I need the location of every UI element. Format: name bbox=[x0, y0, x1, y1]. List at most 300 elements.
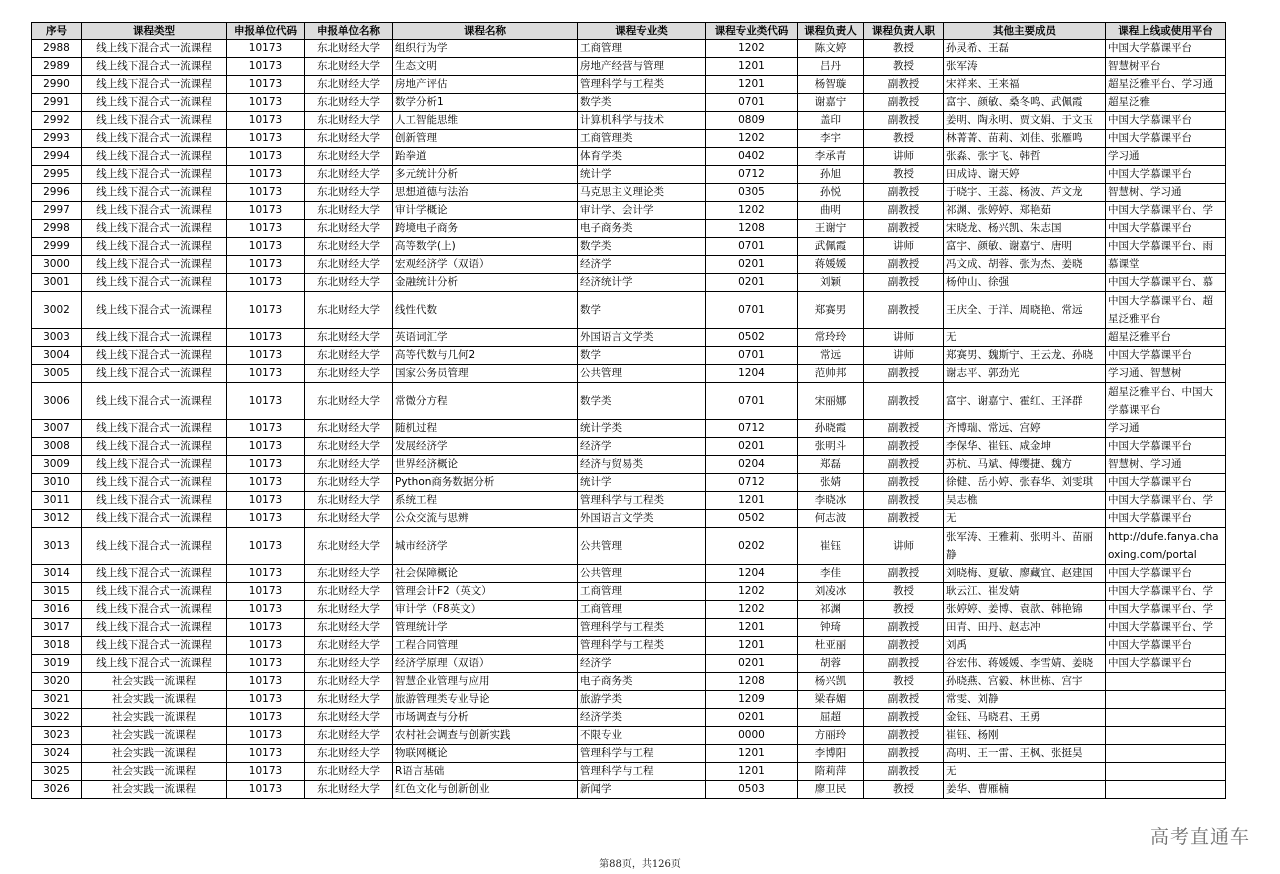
table-cell: 副教授 bbox=[864, 420, 944, 438]
table-row bbox=[32, 58, 1226, 76]
table-row bbox=[32, 474, 1226, 492]
table-cell: 刘颖 bbox=[798, 274, 864, 292]
table-cell: 10173 bbox=[227, 727, 305, 745]
table-cell: 超星泛雅平台、学习通 bbox=[1106, 76, 1226, 94]
table-cell: 学习通 bbox=[1106, 420, 1226, 438]
table-cell: 3010 bbox=[32, 474, 82, 492]
table-cell: 线上线下混合式一流课程 bbox=[82, 565, 227, 583]
table-cell: 10173 bbox=[227, 148, 305, 166]
table-cell: 思想道德与法治 bbox=[393, 184, 578, 202]
table-cell: 1201 bbox=[706, 745, 798, 763]
table-cell: 10173 bbox=[227, 619, 305, 637]
table-cell: 崔钰、杨刚 bbox=[944, 727, 1106, 745]
table-cell: 张婷婷、姜博、袁歆、韩艳锦 bbox=[944, 601, 1106, 619]
table-cell: 线上线下混合式一流课程 bbox=[82, 329, 227, 347]
table-row bbox=[32, 202, 1226, 220]
table-cell: 谢志平、郭劲光 bbox=[944, 365, 1106, 383]
table-cell: 管理会计F2（英文） bbox=[393, 583, 578, 601]
table-cell: 线上线下混合式一流课程 bbox=[82, 256, 227, 274]
table-cell: 线上线下混合式一流课程 bbox=[82, 601, 227, 619]
table-cell: 东北财经大学 bbox=[305, 256, 393, 274]
table-cell: 3023 bbox=[32, 727, 82, 745]
table-row bbox=[32, 184, 1226, 202]
table-cell: 副教授 bbox=[864, 565, 944, 583]
table-cell: 孙晓霞 bbox=[798, 420, 864, 438]
table-cell: 郑磊 bbox=[798, 456, 864, 474]
table-cell: 10173 bbox=[227, 166, 305, 184]
table-cell: 中国大学慕课平台、学 bbox=[1106, 619, 1226, 637]
table-cell: 东北财经大学 bbox=[305, 637, 393, 655]
table-cell: 农村社会调查与创新实践 bbox=[393, 727, 578, 745]
table-cell: 数学类 bbox=[578, 383, 706, 420]
table-cell: 郑赛男 bbox=[798, 292, 864, 329]
table-cell: 组织行为学 bbox=[393, 40, 578, 58]
table-cell: 1201 bbox=[706, 492, 798, 510]
table-cell: 社会实践一流课程 bbox=[82, 673, 227, 691]
table-cell: 1204 bbox=[706, 365, 798, 383]
table-body bbox=[32, 40, 1226, 799]
table-cell: 电子商务类 bbox=[578, 220, 706, 238]
table-cell: 1201 bbox=[706, 637, 798, 655]
table-cell: 讲师 bbox=[864, 148, 944, 166]
table-cell: Python商务数据分析 bbox=[393, 474, 578, 492]
table-cell: 经济学 bbox=[578, 655, 706, 673]
table-cell: 统计学 bbox=[578, 166, 706, 184]
table-cell: 中国大学慕课平台 bbox=[1106, 220, 1226, 238]
table-cell: 管理科学与工程类 bbox=[578, 76, 706, 94]
table-cell: 富宇、谢嘉宁、霍红、王泽群 bbox=[944, 383, 1106, 420]
table-cell: 副教授 bbox=[864, 184, 944, 202]
table-cell: 超星泛雅 bbox=[1106, 94, 1226, 112]
table-cell: 1204 bbox=[706, 565, 798, 583]
table-cell: 东北财经大学 bbox=[305, 274, 393, 292]
table-cell: 超星泛雅平台、中国大学慕课平台 bbox=[1106, 383, 1226, 420]
table-row bbox=[32, 655, 1226, 673]
table-cell: 0201 bbox=[706, 274, 798, 292]
watermark: 高考直通车 bbox=[1149, 826, 1250, 848]
table-cell: 工商管理 bbox=[578, 583, 706, 601]
table-cell: 徐健、岳小婷、张春华、刘雯琪 bbox=[944, 474, 1106, 492]
table-cell bbox=[1106, 745, 1226, 763]
table-row bbox=[32, 148, 1226, 166]
table-cell: 线上线下混合式一流课程 bbox=[82, 274, 227, 292]
header-cell: 课程上线或使用平台 bbox=[1106, 23, 1226, 40]
table-cell: 副教授 bbox=[864, 637, 944, 655]
table-cell: 0502 bbox=[706, 510, 798, 528]
table-cell: 副教授 bbox=[864, 274, 944, 292]
table-row bbox=[32, 383, 1226, 420]
table-cell: 3015 bbox=[32, 583, 82, 601]
table-cell: 教授 bbox=[864, 58, 944, 76]
table-cell: 社会实践一流课程 bbox=[82, 709, 227, 727]
table-cell: 副教授 bbox=[864, 76, 944, 94]
table-cell: 3022 bbox=[32, 709, 82, 727]
table-cell: 0305 bbox=[706, 184, 798, 202]
table-cell: 房地产评估 bbox=[393, 76, 578, 94]
table-cell: 副教授 bbox=[864, 202, 944, 220]
table-row bbox=[32, 166, 1226, 184]
table-cell: 智慧树、学习通 bbox=[1106, 456, 1226, 474]
table-cell: 崔钰 bbox=[798, 528, 864, 565]
table-cell: 不限专业 bbox=[578, 727, 706, 745]
table-cell: 电子商务类 bbox=[578, 673, 706, 691]
table-cell: 林菁菁、苗莉、刘佳、张雁鸣 bbox=[944, 130, 1106, 148]
table-cell: 学习通 bbox=[1106, 148, 1226, 166]
table-cell: 3005 bbox=[32, 365, 82, 383]
table-cell: 姜华、曹雁楠 bbox=[944, 781, 1106, 799]
table-cell: 2990 bbox=[32, 76, 82, 94]
table-cell: 线上线下混合式一流课程 bbox=[82, 166, 227, 184]
table-cell: 东北财经大学 bbox=[305, 420, 393, 438]
table-cell: 3024 bbox=[32, 745, 82, 763]
table-cell: 0701 bbox=[706, 347, 798, 365]
table-cell: 教授 bbox=[864, 781, 944, 799]
table-cell: 常玲玲 bbox=[798, 329, 864, 347]
table-cell: 杨智璇 bbox=[798, 76, 864, 94]
table-cell: 2999 bbox=[32, 238, 82, 256]
table-cell: 中国大学慕课平台 bbox=[1106, 438, 1226, 456]
table-cell: 房地产经营与管理 bbox=[578, 58, 706, 76]
table-cell: 李承青 bbox=[798, 148, 864, 166]
table-cell: 东北财经大学 bbox=[305, 383, 393, 420]
table-cell: 社会实践一流课程 bbox=[82, 763, 227, 781]
table-cell: 管理科学与工程 bbox=[578, 745, 706, 763]
table-cell: 经济学 bbox=[578, 438, 706, 456]
table-cell: 0701 bbox=[706, 292, 798, 329]
table-cell: 随机过程 bbox=[393, 420, 578, 438]
table-cell: 1208 bbox=[706, 220, 798, 238]
table-cell: 孙灵希、王磊 bbox=[944, 40, 1106, 58]
table-cell: 副教授 bbox=[864, 619, 944, 637]
table-cell: 高等代数与几何2 bbox=[393, 347, 578, 365]
table-cell: 世界经济概论 bbox=[393, 456, 578, 474]
table-cell: http://dufe.fanya.chaoxing.com/portal bbox=[1106, 528, 1226, 565]
table-cell: 管理科学与工程类 bbox=[578, 492, 706, 510]
table-cell: 10173 bbox=[227, 365, 305, 383]
table-cell: 东北财经大学 bbox=[305, 365, 393, 383]
table-cell: 东北财经大学 bbox=[305, 601, 393, 619]
table-row bbox=[32, 510, 1226, 528]
table-cell: 东北财经大学 bbox=[305, 112, 393, 130]
table-cell: 讲师 bbox=[864, 347, 944, 365]
table-cell: 0204 bbox=[706, 456, 798, 474]
table-cell: 张婧 bbox=[798, 474, 864, 492]
table-cell: 蒋媛媛 bbox=[798, 256, 864, 274]
table-cell: 10173 bbox=[227, 383, 305, 420]
table-cell: 范帅邦 bbox=[798, 365, 864, 383]
table-cell: 东北财经大学 bbox=[305, 40, 393, 58]
table-cell: 数学类 bbox=[578, 94, 706, 112]
header-cell: 课程负责人职 bbox=[864, 23, 944, 40]
table-cell: 智慧树、学习通 bbox=[1106, 184, 1226, 202]
table-cell: 李佳 bbox=[798, 565, 864, 583]
table-cell: 统计学类 bbox=[578, 420, 706, 438]
table-cell: 张军涛、王雅莉、张明斗、苗丽静 bbox=[944, 528, 1106, 565]
table-cell: 谢嘉宁 bbox=[798, 94, 864, 112]
table-cell: 10173 bbox=[227, 184, 305, 202]
table-cell: 曲明 bbox=[798, 202, 864, 220]
table-cell: 经济统计学 bbox=[578, 274, 706, 292]
table-cell: 10173 bbox=[227, 709, 305, 727]
table-cell: 3017 bbox=[32, 619, 82, 637]
table-cell: 线上线下混合式一流课程 bbox=[82, 492, 227, 510]
table-cell: 10173 bbox=[227, 292, 305, 329]
table-cell: 2991 bbox=[32, 94, 82, 112]
table-cell: 祁渊 bbox=[798, 601, 864, 619]
table-cell: 0503 bbox=[706, 781, 798, 799]
table-cell: 东北财经大学 bbox=[305, 329, 393, 347]
table-cell: 智慧树平台 bbox=[1106, 58, 1226, 76]
table-cell: 1202 bbox=[706, 40, 798, 58]
table-cell: 数学 bbox=[578, 292, 706, 329]
table-cell: 2988 bbox=[32, 40, 82, 58]
table-row bbox=[32, 40, 1226, 58]
table-cell: 副教授 bbox=[864, 383, 944, 420]
table-cell: 东北财经大学 bbox=[305, 583, 393, 601]
table-cell: 10173 bbox=[227, 329, 305, 347]
header-cell: 课程类型 bbox=[82, 23, 227, 40]
table-cell: 10173 bbox=[227, 130, 305, 148]
table-cell: 王谢宁 bbox=[798, 220, 864, 238]
table-cell: 东北财经大学 bbox=[305, 619, 393, 637]
table-cell: 中国大学慕课平台 bbox=[1106, 474, 1226, 492]
table-cell: 讲师 bbox=[864, 329, 944, 347]
table-cell: 线上线下混合式一流课程 bbox=[82, 365, 227, 383]
table-cell: 国家公务员管理 bbox=[393, 365, 578, 383]
table-cell: 吴志樵 bbox=[944, 492, 1106, 510]
table-cell: 齐博瑞、常远、宫婷 bbox=[944, 420, 1106, 438]
table-cell: 0000 bbox=[706, 727, 798, 745]
table-cell: 经济学 bbox=[578, 256, 706, 274]
table-cell: 3007 bbox=[32, 420, 82, 438]
table-cell: 审计学、会计学 bbox=[578, 202, 706, 220]
table-cell: 工程合同管理 bbox=[393, 637, 578, 655]
table-cell: 线上线下混合式一流课程 bbox=[82, 510, 227, 528]
table-cell: 3026 bbox=[32, 781, 82, 799]
table-cell: 东北财经大学 bbox=[305, 474, 393, 492]
table-cell: 中国大学慕课平台 bbox=[1106, 637, 1226, 655]
table-cell: 数学 bbox=[578, 347, 706, 365]
table-cell: 金钰、马晓君、王勇 bbox=[944, 709, 1106, 727]
table-cell: 10173 bbox=[227, 565, 305, 583]
table-row bbox=[32, 456, 1226, 474]
table-row bbox=[32, 637, 1226, 655]
table-cell: 副教授 bbox=[864, 94, 944, 112]
table-cell: 10173 bbox=[227, 76, 305, 94]
table-cell: 管理统计学 bbox=[393, 619, 578, 637]
table-cell: 2994 bbox=[32, 148, 82, 166]
table-row bbox=[32, 528, 1226, 565]
table-cell: 公共管理 bbox=[578, 365, 706, 383]
table-cell: 东北财经大学 bbox=[305, 76, 393, 94]
table-cell: 教授 bbox=[864, 601, 944, 619]
table-cell: 3000 bbox=[32, 256, 82, 274]
table-cell: 经济与贸易类 bbox=[578, 456, 706, 474]
table-cell: 旅游学类 bbox=[578, 691, 706, 709]
table-cell: 东北财经大学 bbox=[305, 148, 393, 166]
table-cell: 多元统计分析 bbox=[393, 166, 578, 184]
table-cell: 东北财经大学 bbox=[305, 347, 393, 365]
table-cell: 线上线下混合式一流课程 bbox=[82, 583, 227, 601]
table-cell: 田青、田丹、赵志冲 bbox=[944, 619, 1106, 637]
table-cell: 李保华、崔钰、咸金坤 bbox=[944, 438, 1106, 456]
table-cell: 线上线下混合式一流课程 bbox=[82, 184, 227, 202]
table-cell: 10173 bbox=[227, 601, 305, 619]
table-row bbox=[32, 130, 1226, 148]
table-cell: 发展经济学 bbox=[393, 438, 578, 456]
table-cell: 创新管理 bbox=[393, 130, 578, 148]
table-cell bbox=[1106, 727, 1226, 745]
table-row bbox=[32, 727, 1226, 745]
table-cell: 苏杭、马斌、傅缨捷、魏方 bbox=[944, 456, 1106, 474]
header-cell: 课程负责人 bbox=[798, 23, 864, 40]
table-cell: 旅游管理类专业导论 bbox=[393, 691, 578, 709]
table-cell: 线上线下混合式一流课程 bbox=[82, 112, 227, 130]
table-cell: 0701 bbox=[706, 383, 798, 420]
table-cell: 人工智能思维 bbox=[393, 112, 578, 130]
table-cell: 10173 bbox=[227, 510, 305, 528]
table-row bbox=[32, 347, 1226, 365]
table-cell: 10173 bbox=[227, 474, 305, 492]
table-cell: 审计学（F8英文） bbox=[393, 601, 578, 619]
table-cell: 0712 bbox=[706, 420, 798, 438]
table-cell: 工商管理 bbox=[578, 601, 706, 619]
table-row bbox=[32, 763, 1226, 781]
table-cell: 线上线下混合式一流课程 bbox=[82, 40, 227, 58]
table-cell: 梁春媚 bbox=[798, 691, 864, 709]
table-cell: 0701 bbox=[706, 94, 798, 112]
table-cell: 10173 bbox=[227, 528, 305, 565]
table-cell: 生态文明 bbox=[393, 58, 578, 76]
table-cell: 1201 bbox=[706, 763, 798, 781]
header-cell: 申报单位名称 bbox=[305, 23, 393, 40]
table-cell: 0809 bbox=[706, 112, 798, 130]
table-cell: 教授 bbox=[864, 583, 944, 601]
table-row bbox=[32, 292, 1226, 329]
table-cell: 3021 bbox=[32, 691, 82, 709]
table-cell: 中国大学慕课平台、慕 bbox=[1106, 274, 1226, 292]
table-cell: 中国大学慕课平台、学 bbox=[1106, 601, 1226, 619]
table-cell: 何志波 bbox=[798, 510, 864, 528]
table-cell: 10173 bbox=[227, 40, 305, 58]
table-cell: 10173 bbox=[227, 256, 305, 274]
table-cell: 东北财经大学 bbox=[305, 58, 393, 76]
table-cell: 副教授 bbox=[864, 365, 944, 383]
table-cell: 线上线下混合式一流课程 bbox=[82, 619, 227, 637]
table-cell: 10173 bbox=[227, 691, 305, 709]
table-cell: 副教授 bbox=[864, 438, 944, 456]
table-cell: 陈文婷 bbox=[798, 40, 864, 58]
table-cell: 10173 bbox=[227, 763, 305, 781]
table-row bbox=[32, 256, 1226, 274]
table-cell: 东北财经大学 bbox=[305, 673, 393, 691]
table-cell: 东北财经大学 bbox=[305, 565, 393, 583]
table-cell: 副教授 bbox=[864, 727, 944, 745]
table-row bbox=[32, 691, 1226, 709]
table-cell: 1202 bbox=[706, 130, 798, 148]
table-cell: 线上线下混合式一流课程 bbox=[82, 58, 227, 76]
table-cell: 跆拳道 bbox=[393, 148, 578, 166]
table-cell: 3025 bbox=[32, 763, 82, 781]
table-cell: 管理科学与工程类 bbox=[578, 619, 706, 637]
table-cell: 杜亚丽 bbox=[798, 637, 864, 655]
table-cell: 宏观经济学（双语） bbox=[393, 256, 578, 274]
table-cell: 田成诗、谢天婷 bbox=[944, 166, 1106, 184]
table-cell: 中国大学慕课平台、学 bbox=[1106, 492, 1226, 510]
table-cell: 副教授 bbox=[864, 292, 944, 329]
table-cell: 东北财经大学 bbox=[305, 202, 393, 220]
table-cell: 无 bbox=[944, 510, 1106, 528]
table-cell: 东北财经大学 bbox=[305, 456, 393, 474]
table-row bbox=[32, 492, 1226, 510]
table-cell: 东北财经大学 bbox=[305, 781, 393, 799]
table-cell: 超星泛雅平台 bbox=[1106, 329, 1226, 347]
table-cell: 3003 bbox=[32, 329, 82, 347]
table-cell: 管理科学与工程 bbox=[578, 763, 706, 781]
table-cell: 公众交流与思辨 bbox=[393, 510, 578, 528]
table-cell: 宋丽娜 bbox=[798, 383, 864, 420]
table-cell: 宋祥来、王来福 bbox=[944, 76, 1106, 94]
table-cell: 李博阳 bbox=[798, 745, 864, 763]
table-cell: 经济学类 bbox=[578, 709, 706, 727]
table-cell: 杨兴凯 bbox=[798, 673, 864, 691]
table-cell: 常远 bbox=[798, 347, 864, 365]
table-cell: 线上线下混合式一流课程 bbox=[82, 456, 227, 474]
table-cell: 3004 bbox=[32, 347, 82, 365]
table-cell: 2998 bbox=[32, 220, 82, 238]
table-cell: 中国大学慕课平台、学 bbox=[1106, 583, 1226, 601]
table-cell: 3014 bbox=[32, 565, 82, 583]
table-cell: 吕丹 bbox=[798, 58, 864, 76]
table-cell: 2996 bbox=[32, 184, 82, 202]
table-cell: 东北财经大学 bbox=[305, 655, 393, 673]
table-cell: 教授 bbox=[864, 130, 944, 148]
table-cell: 统计学 bbox=[578, 474, 706, 492]
table-cell: 0712 bbox=[706, 474, 798, 492]
table-cell: 线上线下混合式一流课程 bbox=[82, 148, 227, 166]
table-cell: 1202 bbox=[706, 601, 798, 619]
table-cell: 高明、王一雷、王枫、张挺昊 bbox=[944, 745, 1106, 763]
table-cell: 于晓宇、王蕊、杨波、芦文龙 bbox=[944, 184, 1106, 202]
table-cell: 10173 bbox=[227, 238, 305, 256]
table-row bbox=[32, 565, 1226, 583]
table-cell: 中国大学慕课平台 bbox=[1106, 655, 1226, 673]
header-cell: 其他主要成员 bbox=[944, 23, 1106, 40]
table-cell: 线上线下混合式一流课程 bbox=[82, 76, 227, 94]
table-cell: 线上线下混合式一流课程 bbox=[82, 383, 227, 420]
table-cell: 富宇、颜敏、谢嘉宁、唐明 bbox=[944, 238, 1106, 256]
table-cell: 0701 bbox=[706, 238, 798, 256]
table-cell: 经济学原理（双语） bbox=[393, 655, 578, 673]
table-cell: 东北财经大学 bbox=[305, 220, 393, 238]
table-cell: 外国语言文学类 bbox=[578, 329, 706, 347]
table-cell: 郑赛男、魏斯宁、王云龙、孙晓 bbox=[944, 347, 1106, 365]
table-cell: 线上线下混合式一流课程 bbox=[82, 220, 227, 238]
table-cell: 管理科学与工程类 bbox=[578, 637, 706, 655]
table-cell: 中国大学慕课平台、超星泛雅平台 bbox=[1106, 292, 1226, 329]
table-cell: 富宇、颜敏、桑冬鸣、武佩霞 bbox=[944, 94, 1106, 112]
table-cell: 3006 bbox=[32, 383, 82, 420]
table-cell: 中国大学慕课平台 bbox=[1106, 130, 1226, 148]
table-cell: 东北财经大学 bbox=[305, 763, 393, 781]
table-cell: 3009 bbox=[32, 456, 82, 474]
table-cell: 副教授 bbox=[864, 112, 944, 130]
table-cell: 0201 bbox=[706, 709, 798, 727]
table-cell: 10173 bbox=[227, 583, 305, 601]
table-cell: 副教授 bbox=[864, 510, 944, 528]
table-cell: 线上线下混合式一流课程 bbox=[82, 94, 227, 112]
table-cell: 3016 bbox=[32, 601, 82, 619]
